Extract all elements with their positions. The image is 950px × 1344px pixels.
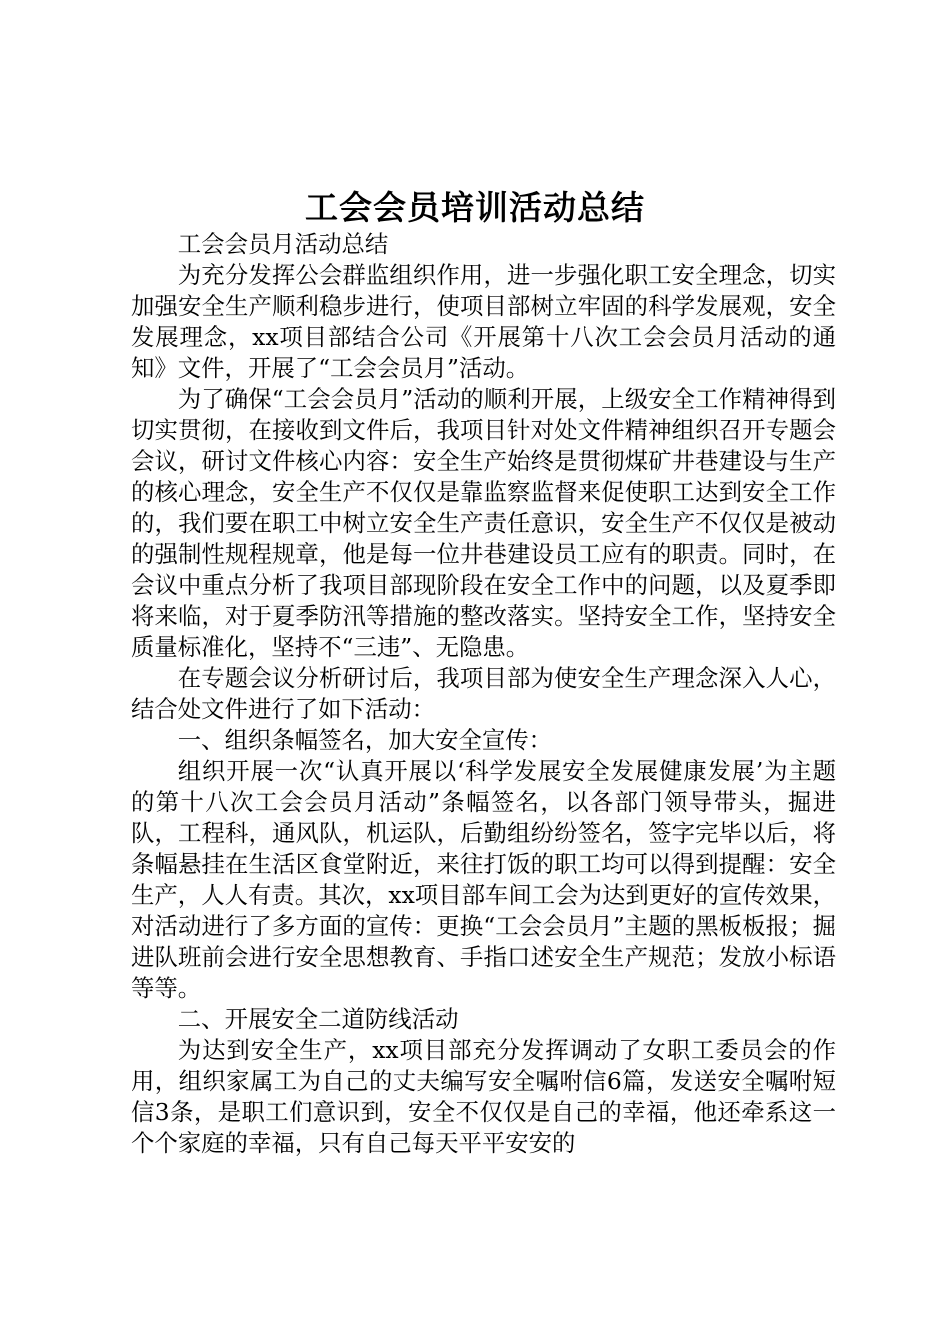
paragraph-activities-lead: 在专题会议分析研讨后，我项目部为使安全生产理念深入人心，结合处文件进行了如下活动： <box>131 664 836 723</box>
section-heading: 工会会员月活动总结 <box>177 230 389 258</box>
subheading-banner-signing: 一、组织条幅签名，加大安全宣传： <box>177 726 553 754</box>
paragraph-intro: 为充分发挥公会群监组织作用，进一步强化职工安全理念，切实加强安全生产顺利稳步进行，使项目部树立牢固的科学发展观，安全发展理念，xx项目部结合公司《开展第十八次工会会员月活动的通知》文件，开展了“工会会员月”活动。 <box>131 261 836 382</box>
document-body <box>131 229 836 1159</box>
paragraph-second-defense: 为达到安全生产，xx项目部充分发挥调动了女职工委员会的作用，组织家属工为自己的丈夫编写安全嘱咐信6篇，发送安全嘱咐短信3条，是职工们意识到，安全不仅仅是自己的幸福，他还牵系这一个个家庭的幸福，只有自己每天平平安安的 <box>131 1036 836 1157</box>
paragraph-meeting: 为了确保“工会会员月”活动的顺利开展，上级安全工作精神得到切实贯彻，在接收到文件后，我项目针对处文件精神组织召开专题会会议，研讨文件核心内容：安全生产始终是贯彻煤矿井巷建设与生产的核心理念，安全生产不仅仅是靠监察监督来促使职工达到安全工作的，我们要在职工中树立安全生产责任意识，安全生产不仅仅是被动的强制性规程规章，他是每一位井巷建设员工应有的职责。同时，在会议中重点分析了我项目部现阶段在安全工作中的问题，以及夏季即将来临，对于夏季防汛等措施的整改落实。坚持安全工作，坚持安全质量标准化，坚持不“三违”、无隐患。 <box>131 385 836 661</box>
paragraph-banner-signing: 组织开展一次“认真开展以‘科学发展安全发展健康发展’为主题的第十八次工会会员月活动”条幅签名，以各部门领导带头，掘进队，工程科，通风队，机运队，后勤组纷纷签名，签字完毕以后，将条幅悬挂在生活区食堂附近，来往打饭的职工均可以得到提醒：安全生产，人人有责。其次，xx项目部车间工会为达到更好的宣传效果，对活动进行了多方面的宣传：更换“工会会员月”主题的黑板板报；掘进队班前会进行安全思想教育、手指口述安全生产规范；发放小标语等等。 <box>131 757 836 1002</box>
subheading-second-defense: 二、开展安全二道防线活动 <box>177 1005 459 1033</box>
document-title: 工会会员培训活动总结 <box>305 188 645 227</box>
